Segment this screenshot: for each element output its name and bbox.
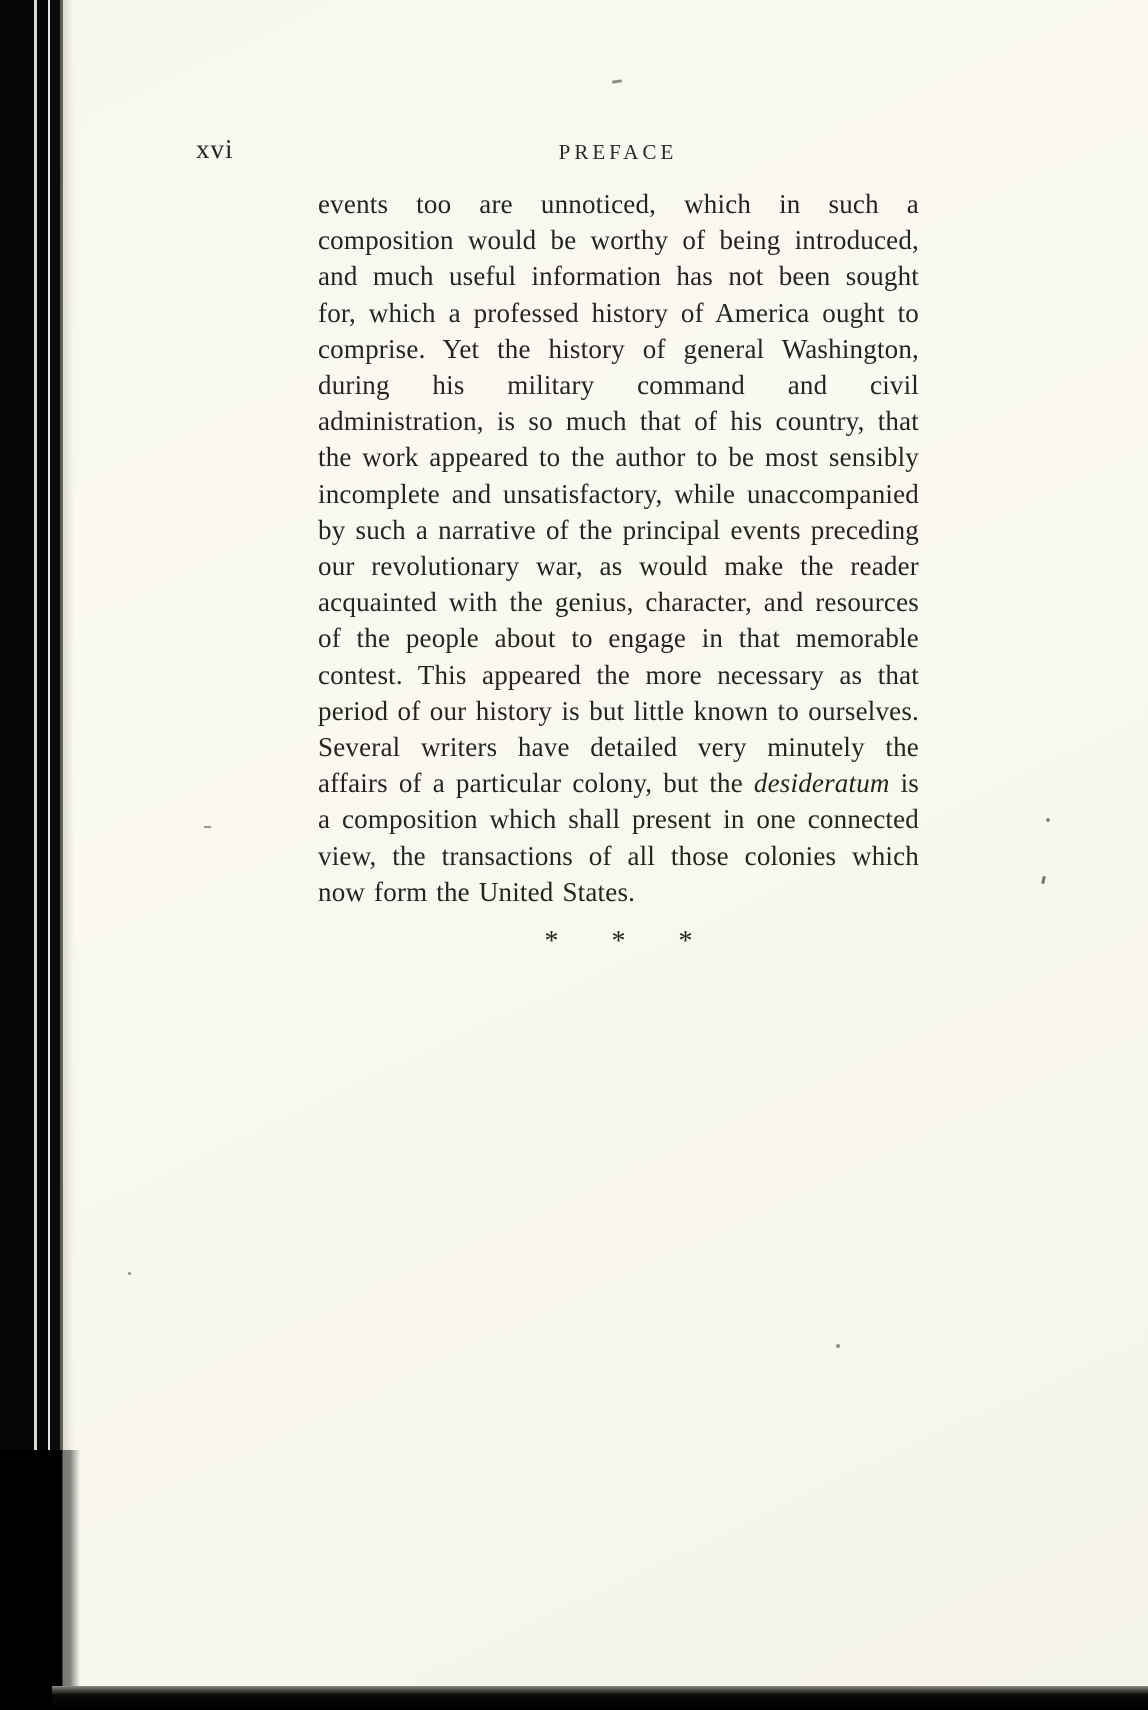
scan-speck <box>204 826 211 828</box>
scan-speck <box>128 1272 131 1275</box>
scan-speck <box>1046 818 1050 822</box>
binding-edge <box>0 0 86 1710</box>
scan-speck <box>1041 876 1046 884</box>
scan-speck <box>612 79 622 83</box>
italic-term: desideratum <box>753 768 890 799</box>
page-header: PREFACE <box>558 140 678 164</box>
paragraph-text <box>318 189 919 907</box>
page-number: xvi <box>196 134 234 164</box>
scan-speck <box>836 1344 840 1348</box>
section-separator: * * * <box>544 926 693 958</box>
body-paragraph <box>318 186 919 960</box>
paragraph-segment-before: events too are unnoticed, which in such a composition would be worthy of being introduced, and much useful information has not been sought for, which a professed history of America ought to comprise. Yet the history of general Washington, during his military command and civil administration, is so much that of his country, that the work appeared to the author to be most sensibly incomplete and unsatisfactory, while unaccompanied by such a narrative of the principal events preceding our revolutionary war, as would make the reader acquainted with the genius, character, and resources of the people about to engage in that memorable contest. This appeared the more necessary as that period of our history is but little known to ourselves. Several writers have detailed very minutely the affairs of a particular colony, but the <box>318 189 919 799</box>
bottom-scan-bar <box>52 1686 1148 1710</box>
paragraph-segment-after: is a composition which shall present in one connected view, the transactions of all those colonies which now form the United States. <box>318 768 919 907</box>
